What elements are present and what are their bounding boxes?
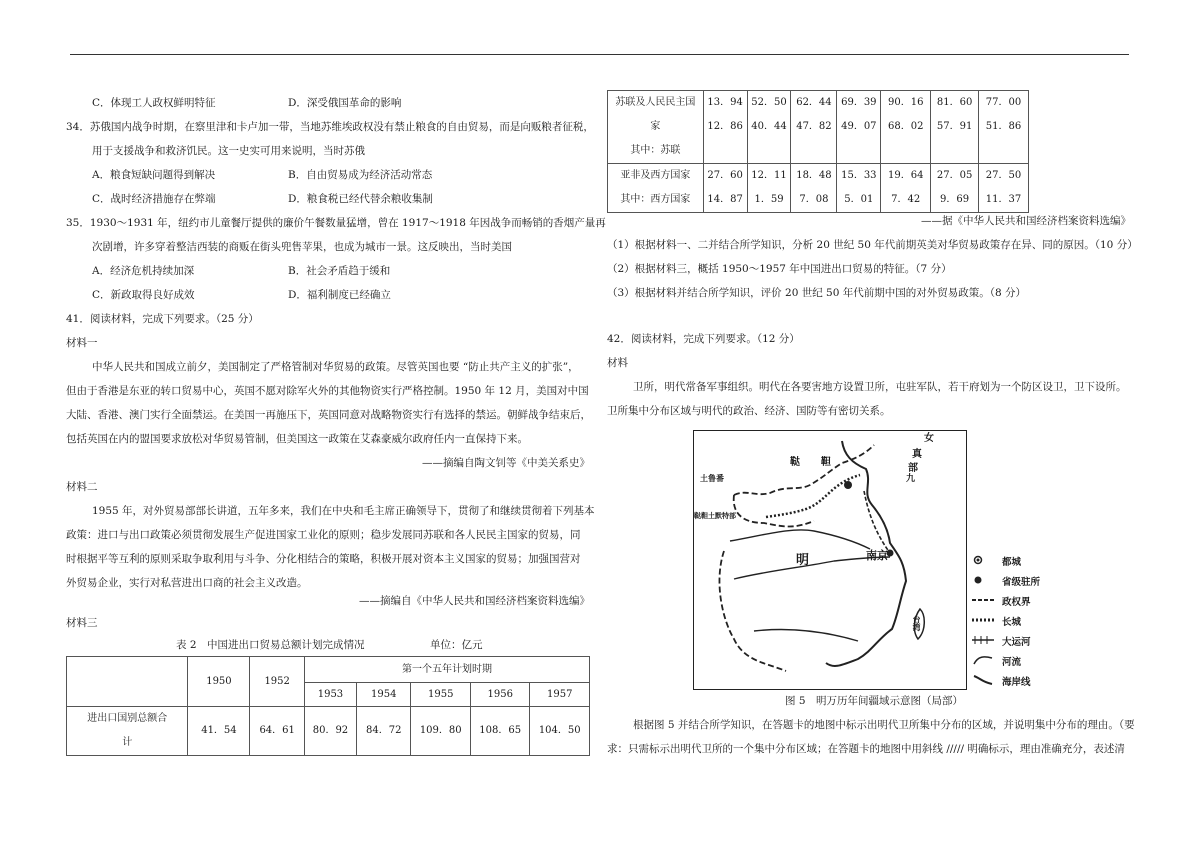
material-1-line3: 大陆、香港、澳门实行全面禁运。在美国一再施压下，英国同意对战略物资实行有选择的禁运。朝鲜战争结束后， — [66, 409, 591, 421]
q34-stem-line1: 34．苏俄国内战争时期，在察里津和卡卢加一带，当地苏维埃政权没有禁止粮食的自由贸易，而是向贩粮者征税， — [66, 121, 594, 133]
row-total-label: 进出口国别总额合 计 — [67, 707, 188, 756]
total-1950: 41．54 — [188, 707, 250, 756]
total-1957: 104．50 — [530, 707, 590, 756]
total-1953: 80．92 — [304, 707, 356, 756]
label-ming: 明 — [796, 553, 810, 568]
header-rule — [70, 54, 1129, 55]
q35-option-a: A．经济危机持续加深 — [92, 265, 195, 277]
soviet-cell-1953: 62．44 47．82 — [791, 91, 837, 164]
west-cell-1953: 18．48 7．08 — [791, 164, 837, 213]
q42-question-line1: 根据图 5 并结合所学知识，在答题卡的地图中标示出明代卫所集中分布的区域，并说明集中分布的理由。（要 — [633, 719, 1135, 731]
header-1952: 1952 — [250, 657, 305, 707]
label-nanjing: 南京 — [866, 549, 888, 562]
west-cell-1950: 27．60 14．87 — [703, 164, 747, 213]
total-1952: 64．61 — [250, 707, 305, 756]
material-1-line4: 包括英国在内的盟国要求放松对华贸易管制，但美国这一政策在艾森豪威尔政府任内一直保持下来。 — [66, 433, 528, 445]
yellow-river-path — [730, 530, 870, 549]
soviet-cell-1950: 13．94 12．86 — [703, 91, 747, 164]
material-2-line4: 外贸易企业，实行对私营进出口商的社会主义改造。 — [66, 577, 308, 589]
label-tatar: 鞑 靼 — [790, 457, 831, 468]
table-source: ——据《中华人民共和国经济档案资料选编》 — [921, 215, 1131, 227]
q35-option-c: C．新政取得良好成效 — [92, 289, 195, 301]
row-afro-asian-western-label: 亚非及西方国家 其中：西方国家 — [608, 164, 704, 213]
material-2-title: 材料二 — [66, 481, 98, 493]
header-five-year-plan: 第一个五年计划时期 — [304, 657, 589, 683]
q35-option-d: D．福利制度已经确立 — [288, 289, 391, 301]
west-cell-1954: 15．33 5．01 — [837, 164, 881, 213]
header-year-1954: 1954 — [356, 683, 411, 707]
q41-stem: 41．阅读材料，完成下列要求。（25 分） — [66, 313, 259, 325]
total-1954: 84．72 — [356, 707, 411, 756]
map-drawing — [694, 431, 966, 689]
material-1-line2: 但由于香港是东亚的转口贸易中心，英国不愿对除军火外的其他物资实行严格控制。1950 年 12 月，美国对中国 — [66, 385, 589, 397]
q33-option-c: C．体现工人政权鲜明特征 — [92, 97, 216, 109]
row-soviet-bloc-label: 苏联及人民民主国 家 其中：苏联 — [608, 91, 704, 164]
header-1950: 1950 — [188, 657, 250, 707]
border-west-path — [719, 551, 786, 671]
label-nuzhen-3: 部 — [908, 463, 918, 474]
material-2-line2: 政策：进口与出口政策必须贯彻发展生产促进国家工业化的原则；稳步发展同苏联和各人民民主国家的贸易，同 — [66, 529, 581, 541]
total-1956: 108．65 — [470, 707, 529, 756]
q34-option-b: B．自由贸易成为经济活动常态 — [288, 169, 433, 181]
material-3-title: 材料三 — [66, 617, 98, 629]
header-year-1957: 1957 — [530, 683, 590, 707]
label-dutong: 鞑靼土默特部 — [694, 511, 736, 520]
q34-option-d: D．粮食税已经代替余粮收集制 — [288, 193, 433, 205]
figure-caption: 图 5 明万历年间疆域示意图（局部） — [785, 695, 964, 707]
header-year-1956: 1956 — [470, 683, 529, 707]
q35-stem-line2: 次剧增，许多穿着整洁西装的商贩在街头兜售苹果，也成为城市一景。这反映出，当时美国 — [92, 241, 512, 253]
q35-option-b: B．社会矛盾趋于缓和 — [288, 265, 391, 277]
trade-table-part1 — [66, 656, 590, 756]
label-nuzhen-2: 真 — [912, 449, 922, 460]
requirement-1: （1）根据材料一、二并结合所学知识，分析 20 世纪 50 年代前期英美对华贸易政策存在异、同的原因。（10 分） — [607, 239, 1138, 251]
west-cell-1957: 27．50 11．37 — [979, 164, 1029, 213]
table-caption: 表 2 中国进出口贸易总额计划完成情况 — [176, 639, 365, 651]
soviet-cell-1952: 52．50 40．44 — [747, 91, 791, 164]
capital-dot — [844, 481, 852, 489]
soviet-cell-1954: 69．39 49．07 — [837, 91, 881, 164]
grand-canal-path — [864, 491, 890, 553]
soviet-cell-1957: 77．00 51．86 — [979, 91, 1029, 164]
material-2-source: ——摘编自《中华人民共和国经济档案资料选编》 — [359, 595, 590, 607]
q34-stem-line2: 用于支援战争和救济饥民。这一史实可用来说明，当时苏俄 — [92, 145, 365, 157]
q42-material-title: 材料 — [607, 357, 628, 369]
table-unit: 单位：亿元 — [430, 639, 483, 651]
material-2-line3: 时根据平等互利的原则采取争取利用与斗争、分化相结合的策略，积极开展对资本主义国家的贸易；加强国营对 — [66, 553, 581, 565]
q42-material-line2: 卫所集中分布区域与明代的政治、经济、国防等有密切关系。 — [607, 405, 891, 417]
material-1-line1: 中华人民共和国成立前夕，美国制定了严格管制对华贸易的政策。尽管英国也要 “防止共产主义的扩张”， — [92, 361, 579, 373]
label-taiwan: 台湾 — [912, 615, 922, 631]
table-corner-cell — [67, 657, 188, 707]
label-nuzhen: 女 — [924, 433, 934, 444]
soviet-cell-1955: 90．16 68．02 — [881, 91, 931, 164]
label-tubo: 土鲁番 — [700, 473, 724, 483]
q34-option-a: A．粮食短缺问题得到解决 — [92, 169, 216, 181]
q34-option-c: C．战时经济措施存在弊端 — [92, 193, 216, 205]
q42-stem: 42．阅读材料，完成下列要求。（12 分） — [607, 333, 800, 345]
q33-option-d: D．深受俄国革命的影响 — [288, 97, 402, 109]
trade-table-part2 — [607, 90, 1029, 213]
material-1-title: 材料一 — [66, 337, 98, 349]
soviet-cell-1956: 81．60 57．91 — [931, 91, 979, 164]
total-1955: 109．80 — [411, 707, 470, 756]
west-cell-1956: 27．05 9．69 — [931, 164, 979, 213]
q35-stem-line1: 35．1930～1931 年，纽约市儿童餐厅提供的廉价午餐数量猛增，曾在 1917～1918 年因战争而畅销的香烟产量再 — [66, 217, 606, 229]
great-wall-path — [766, 475, 860, 517]
q42-material-line1: 卫所，明代常备军事组织。明代在各要害地方设置卫所，屯驻军队，若干府划为一个防区设卫，卫下设所。 — [633, 381, 1127, 393]
material-1-source: ——摘编自陶文钊等《中美关系史》 — [422, 457, 590, 469]
q42-question-line2: 求：只需标示出明代卫所的一个集中分布区域；在答题卡的地图中用斜线 ///// 明确标示，理由准确充分，表述清 — [607, 743, 1125, 755]
west-cell-1952: 12．11 1．59 — [747, 164, 791, 213]
header-year-1955: 1955 — [411, 683, 470, 707]
west-cell-1955: 19．64 7．42 — [881, 164, 931, 213]
requirement-3: （3）根据材料并结合所学知识，评价 20 世纪 50 年代前期中国的对外贸易政策。（8 分） — [607, 287, 1027, 299]
header-year-1953: 1953 — [304, 683, 356, 707]
pearl-river-path — [754, 629, 858, 641]
label-jiu: 九 — [906, 474, 916, 484]
ming-territory-map — [693, 430, 967, 690]
material-2-line1: 1955 年，对外贸易部部长讲道，五年多来，我们在中央和毛主席正确领导下，贯彻了和继续贯彻着下列基本 — [92, 505, 595, 517]
requirement-2: （2）根据材料三，概括 1950～1957 年中国进出口贸易的特征。（7 分） — [607, 263, 952, 275]
